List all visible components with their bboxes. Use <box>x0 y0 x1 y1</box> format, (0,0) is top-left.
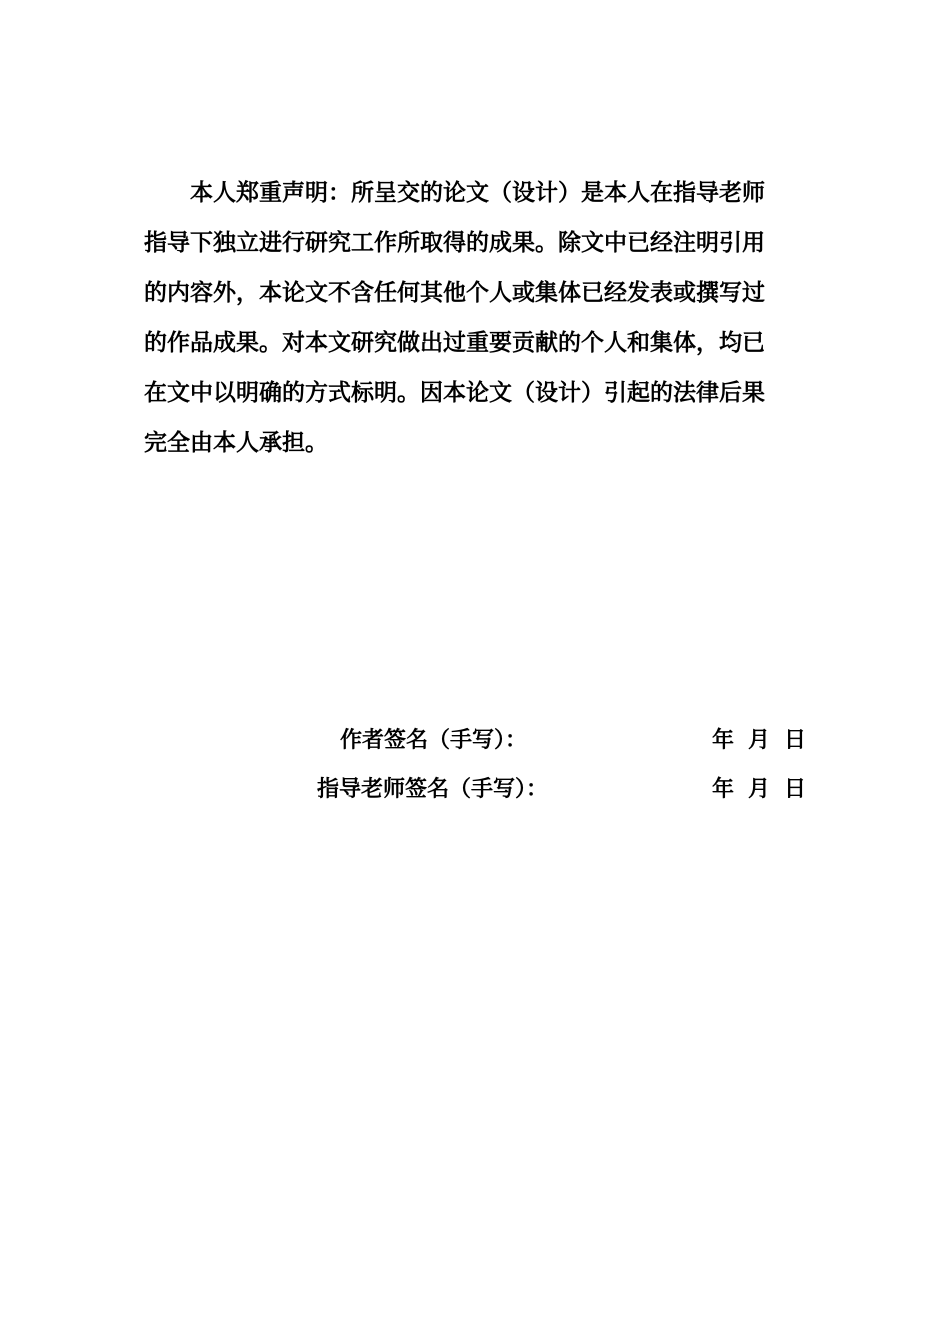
declaration-paragraph <box>144 168 794 468</box>
declaration-line: 完全由本人承担。 <box>144 429 328 456</box>
month-label: 月 <box>748 727 771 753</box>
declaration-line: 在文中以明确的方式标明。因本论文（设计）引起的法律后果 <box>144 379 765 406</box>
author-signature-date <box>712 724 806 756</box>
year-label: 年 <box>712 776 735 802</box>
month-label: 月 <box>748 776 771 802</box>
advisor-signature-date <box>712 773 806 805</box>
declaration-line: 本人郑重声明：所呈交的论文（设计）是本人在指导老师 <box>190 179 765 206</box>
declaration-line: 指导下独立进行研究工作所取得的成果。除文中已经注明引用 <box>144 229 765 256</box>
declaration-line: 的作品成果。对本文研究做出过重要贡献的个人和集体，均已 <box>144 329 765 356</box>
author-signature-label: 作者签名（手写）： <box>340 727 528 753</box>
advisor-signature-row <box>0 773 950 805</box>
day-label: 日 <box>784 727 807 753</box>
year-label: 年 <box>712 727 735 753</box>
advisor-signature-label: 指导老师签名（手写）： <box>317 776 549 802</box>
day-label: 日 <box>784 776 807 802</box>
author-signature-row <box>0 724 950 756</box>
declaration-line: 的内容外，本论文不含任何其他个人或集体已经发表或撰写过 <box>144 279 765 306</box>
